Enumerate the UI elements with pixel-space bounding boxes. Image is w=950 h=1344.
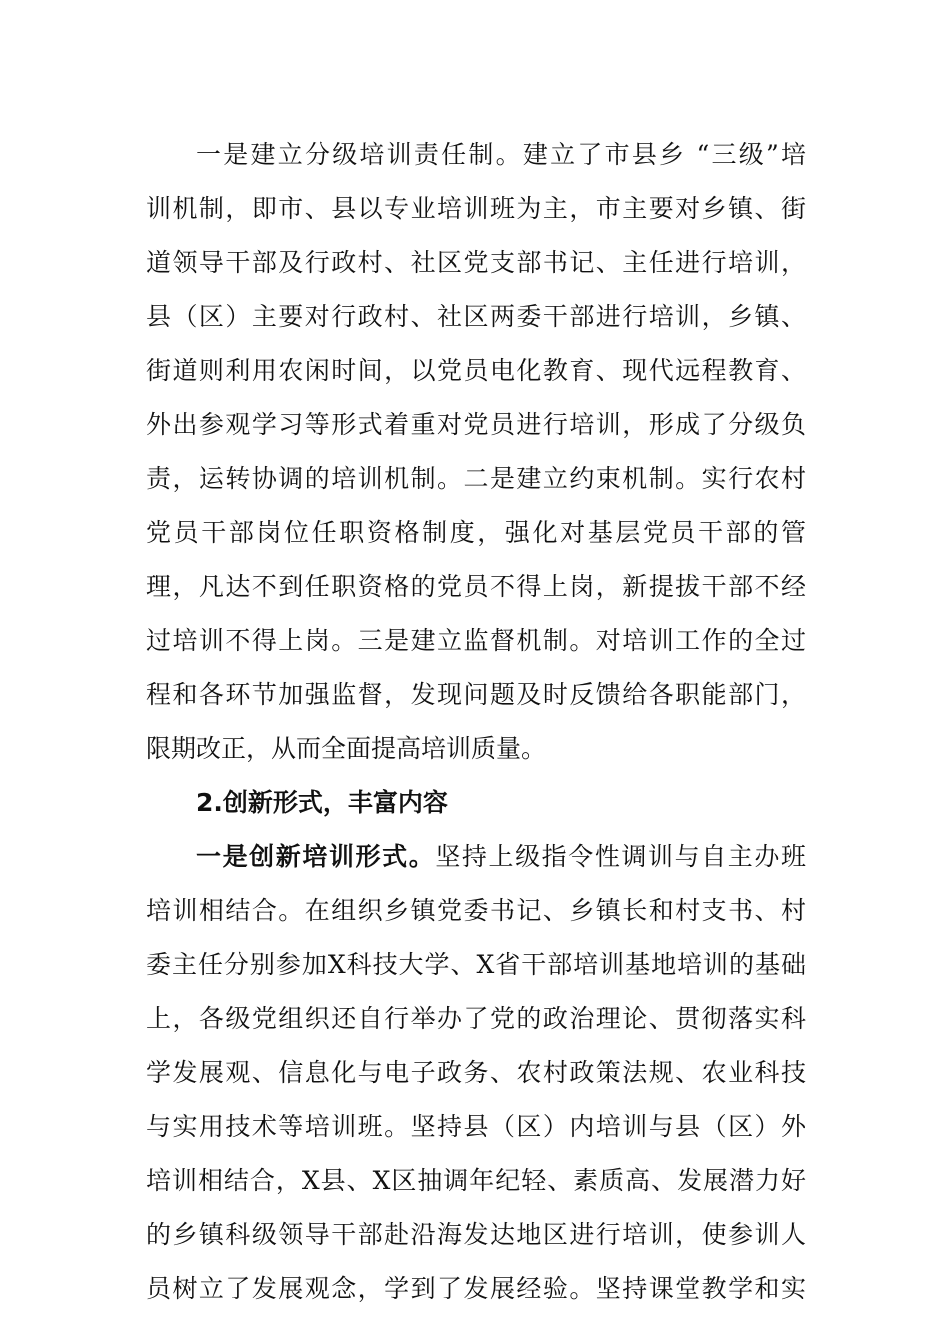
- section-heading: 2.创新形式，丰富内容: [196, 788, 448, 817]
- text-line: 一是建立分级培训责任制。建立了市县乡 “三级”培: [196, 140, 806, 169]
- text-line: 的乡镇科级领导干部赴沿海发达地区进行培训，使参训人: [146, 1220, 806, 1249]
- text-line: 员树立了发展观念，学到了发展经验。坚持课堂教学和实: [146, 1274, 806, 1303]
- text-line: 责，运转协调的培训机制。二是建立约束机制。实行农村: [146, 464, 806, 493]
- text-line: 街道则利用农闲时间，以党员电化教育、现代远程教育、: [146, 356, 806, 385]
- text-line: 理，凡达不到任职资格的党员不得上岗，新提拔干部不经: [146, 572, 806, 601]
- text-line: [146, 830, 806, 884]
- lead-sentence-bold: 一是创新培训形式。: [196, 842, 436, 871]
- line-text: 坚持上级指令性调训与自主办班: [435, 842, 806, 871]
- paragraph-training-mechanism: [146, 128, 806, 776]
- text-line: 限期改正，从而全面提高培训质量。: [146, 734, 547, 763]
- text-line: 学发展观、信息化与电子政务、农村政策法规、农业科技: [146, 1058, 806, 1087]
- text-line: 道领导干部及行政村、社区党支部书记、主任进行培训，: [146, 248, 806, 277]
- paragraph-innovate-training-form: [146, 830, 806, 1316]
- text-line: 党员干部岗位任职资格制度，强化对基层党员干部的管: [146, 518, 806, 547]
- text-line: 委主任分别参加X科技大学、X省干部培训基地培训的基础: [146, 950, 806, 979]
- text-line: 培训相结合。在组织乡镇党委书记、乡镇长和村支书、村: [146, 896, 806, 925]
- text-line: 程和各环节加强监督，发现问题及时反馈给各职能部门，: [146, 680, 806, 709]
- text-line: 培训相结合，X县、X区抽调年纪轻、素质高、发展潜力好: [146, 1166, 806, 1195]
- text-line: 过培训不得上岗。三是建立监督机制。对培训工作的全过: [146, 626, 806, 655]
- text-line: 与实用技术等培训班。坚持县（区）内培训与县（区）外: [146, 1112, 806, 1141]
- text-line: 训机制，即市、县以专业培训班为主，市主要对乡镇、街: [146, 194, 806, 223]
- text-line: 外出参观学习等形式着重对党员进行培训，形成了分级负: [146, 410, 806, 439]
- document-body: [146, 128, 806, 1316]
- text-line: 上，各级党组织还自行举办了党的政治理论、贯彻落实科: [146, 1004, 806, 1033]
- text-line: 县（区）主要对行政村、社区两委干部进行培训，乡镇、: [146, 302, 806, 331]
